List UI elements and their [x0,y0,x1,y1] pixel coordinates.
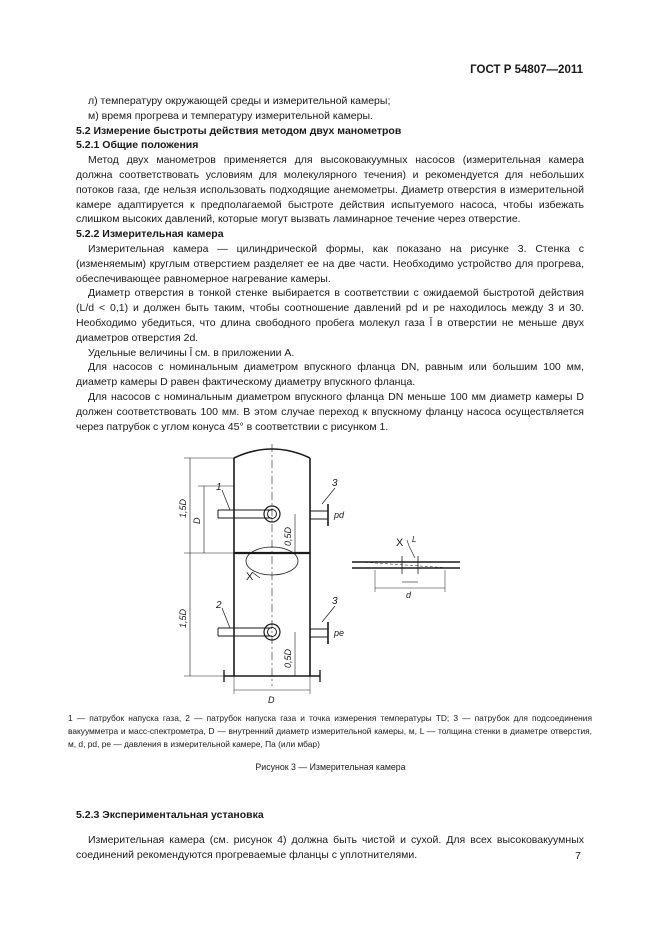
label-1: 1 [216,482,222,493]
label-d-vertical: D [192,517,202,524]
label-3-upper: 3 [332,478,338,489]
label-3-lower: 3 [332,596,338,607]
section-5-2-1-title: 5.2.1 Общие положения [76,139,199,152]
label-l-detail: L [412,535,417,544]
label-0-5d-upper: 0,5D [283,526,293,546]
label-1-5d-upper: 1,5D [178,498,188,518]
label-d-detail: d [406,590,412,600]
page-number: 7 [575,850,581,862]
label-2: 2 [216,600,222,611]
document-code: ГОСТ Р 54807—2011 [470,64,583,76]
figure-measurement-chamber [160,438,500,710]
section-5-2-2-paragraph-5: Для насосов с номинальным диаметром впускного фланца DN меньше 100 мм диаметр камеры D должен соответствовать 100 мм. В этом случае переход к впускному фланцу насоса осуществляется через патрубок с углом конуса 45° в соответствии с рисунком 1. [76,390,584,433]
detail-x-view [352,540,460,592]
section-5-2-2-paragraph-3: Удельные величины l̄ см. в приложении А. [88,346,295,359]
list-item-m: м) время прогрева и температуру измерительной камеры. [88,109,373,122]
chamber-drawing [160,438,500,710]
section-5-2-2-paragraph-2: Диаметр отверстия в тонкой стенке выбирается в соответствии с ожидаемой быстротой действия (L/d < 0,1) и должен быть таким, чтобы соотношение давлений pd и pe находилось между 3 и 30. Необходимо убедиться, что длина свободного пробега молекул газа l̄ в отверстии не меньше двух диаметров отверстия 2d. [76,287,584,344]
section-5-2-3 [76,797,584,873]
list-item-l: л) температуру окружающей среды и измерительной камеры; [88,95,391,107]
label-x-detail: X [396,537,404,549]
label-1-5d-lower: 1,5D [178,608,188,628]
section-5-2-1-paragraph: Метод двух манометров применяется для высоковакуумных насосов (измерительная камера должна соответствовать условиям для молекулярного течения) и рекомендуется для небольших потоков газа, где нельзя использовать подходящие анемометры. Диаметр отверстия в измерительной камере адаптируется к предполагаемой быстроте действия испытуемого насоса, чтобы избежать слишком высоких давлений, которые могут вызвать ламинарное течение через отверстие. [76,154,584,226]
section-5-2-3-title: 5.2.3 Экспериментальная установка [76,808,264,821]
label-pd: pd [334,510,345,520]
label-x-main: X [246,571,254,583]
figure-title: Рисунок 3 — Измерительная камера [255,762,406,772]
main-text [76,94,584,434]
section-5-2-2-paragraph-1: Измерительная камера — цилиндрической формы, как показано на рисунке 3. Стенка с (изменяемым) круглым отверстием разделяет ее на две части. Необходимо устройство для прогрева, обеспечивающее равномерное нагревание камеры. [76,242,584,285]
section-5-2-2-title: 5.2.2 Измерительная камера [76,228,224,241]
figure-caption: 1 — патрубок напуска газа, 2 — патрубок напуска газа и точка измерения температуры TD; 3 — патрубок для подсоединения вакуумметра и масс-спектрометра, D — внутренний диаметр измерительной камеры, м, L — толщина стенки в диаметре отверстия, м, d, pd, pe — давления в измерительной камере, Па (или мбар) [68,713,592,749]
section-5-2-2-paragraph-4: Для насосов с номинальным диаметром впускного фланца DN, равным или большим 100 мм, диаметр камеры D равен фактическому диаметру впускного фланца. [76,361,584,389]
label-d-bottom: D [268,695,275,705]
label-pe: pe [334,628,345,638]
section-5-2-3-paragraph: Измерительная камера (см. рисунок 4) должна быть чистой и сухой. Для всех высоковакуумных соединений рекомендуются прогреваемые фланцы с уплотнителями. [76,833,584,861]
section-5-2-title: 5.2 Измерение быстроты действия методом двух манометров [76,124,402,137]
label-0-5d-lower: 0,5D [283,648,293,668]
